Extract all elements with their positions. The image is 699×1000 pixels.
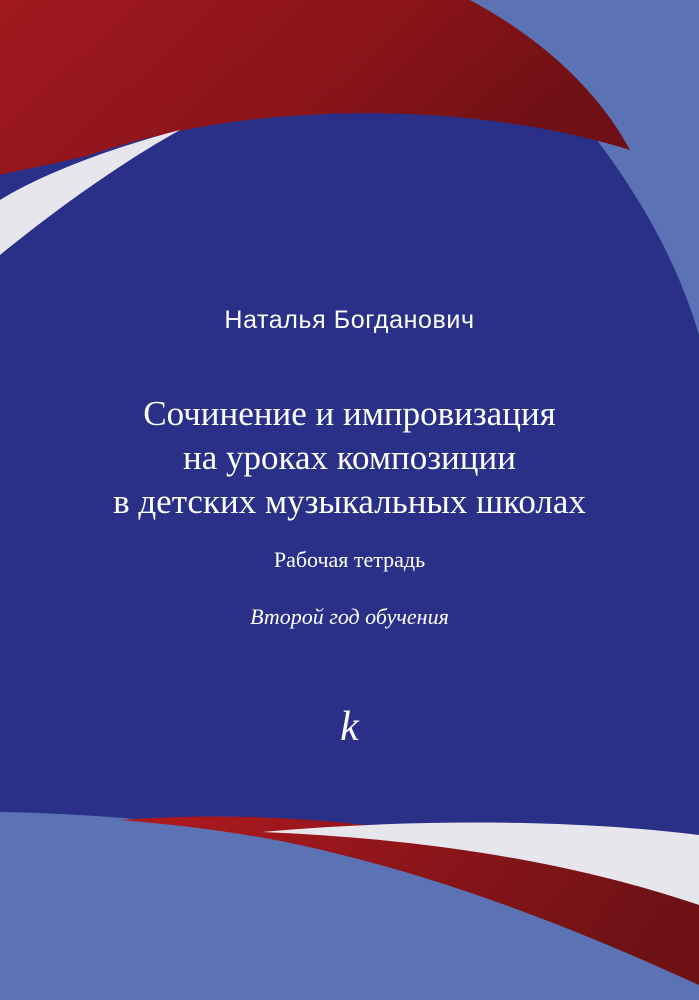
study-year: Второй год обучения (250, 604, 449, 629)
book-subtitle: Рабочая тетрадь (273, 547, 426, 572)
title-line-3: в детских музыкальных школах (113, 482, 586, 521)
author-name: Наталья Богданович (224, 306, 475, 334)
book-title (0, 392, 699, 524)
publisher-logo: k (340, 704, 359, 750)
title-line-1: Сочинение и импровизация (143, 394, 556, 433)
title-line-2: на уроках композиции (183, 438, 516, 477)
